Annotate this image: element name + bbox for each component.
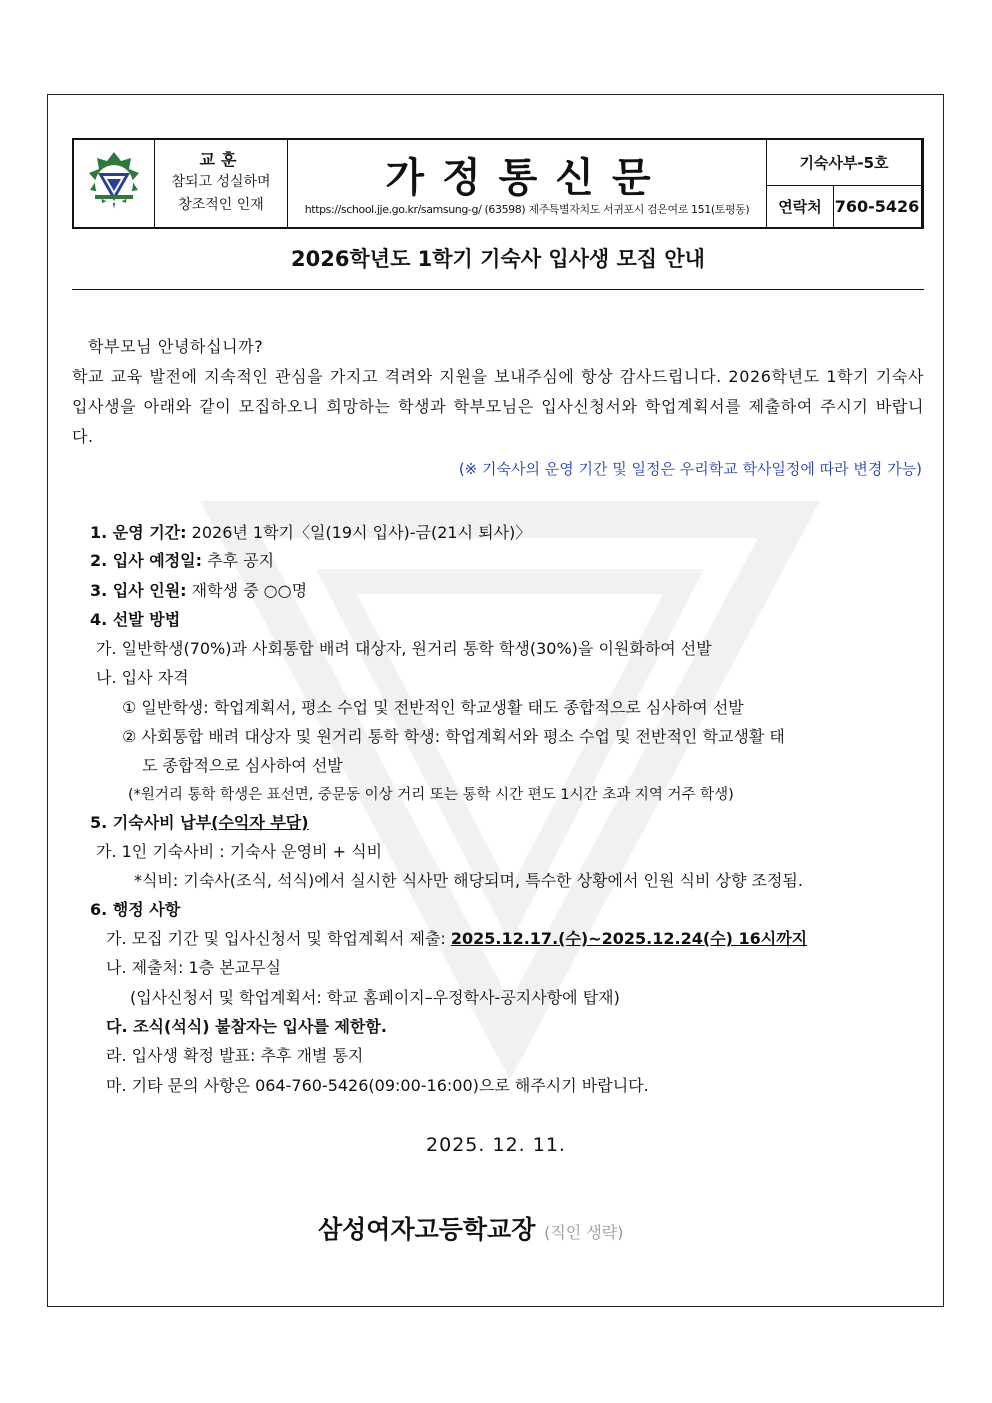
item-4-na: 나. 입사 자격 [96, 668, 189, 687]
item-4-label: 4. 선발 방법 [90, 610, 181, 629]
item-1-label: 1. 운영 기간: [90, 523, 187, 542]
item-5-label-underlined: (수익자 부담) [211, 813, 309, 832]
logo-cell [74, 140, 155, 227]
item-2 [90, 547, 274, 575]
intro-paragraph [72, 332, 924, 452]
item-5-label: 5. 기숙사비 납부 [90, 813, 212, 832]
motto-heading: 교훈 [199, 150, 243, 169]
info-cell [767, 140, 922, 227]
item-3 [90, 577, 307, 605]
item-6-ra: 라. 입사생 확정 발표: 추후 개별 통지 [106, 1046, 364, 1065]
item-6-da: 다. 조식(석식) 불참자는 입사를 제한함. [106, 1017, 387, 1036]
item-6-label: 6. 행정 사항 [90, 900, 181, 919]
item-6-ga-text: 가. 모집 기간 및 입사신청서 및 학업계획서 제출: [106, 929, 451, 948]
principal-title: 삼성여자고등학교장 [318, 1215, 536, 1244]
item-1-text: 2026년 1학기〈일(19시 입사)-금(21시 퇴사)〉 [186, 523, 532, 542]
contact-number: 760-5426 [834, 196, 920, 216]
document-title: 2026학년도 1학기 기숙사 입사생 모집 안내 [291, 247, 705, 271]
school-url-address: https://school.jje.go.kr/samsung-g/ (63598) 제주특별자치도 서귀포시 검은여로 151(토평동) [304, 203, 750, 216]
item-6-ga [106, 925, 807, 953]
title-cell [288, 140, 767, 227]
item-4-ga: 가. 일반학생(70%)과 사회통합 배려 대상자, 원거리 통학 학생(30%)을 이원화하여 선발 [96, 639, 712, 658]
newsletter-title: 가정통신문 [385, 155, 669, 201]
item-4-na-2b: 도 종합적으로 심사하여 선발 [142, 756, 343, 775]
contact-label: 연락처 [767, 185, 834, 227]
item-2-label: 2. 입사 예정일: [90, 551, 203, 570]
item-6-na-note: (입사신청서 및 학업계획서: 학교 홈페이지–우정학사-공지사항에 탑재) [130, 988, 620, 1007]
document-number: 기숙사부-5호 [767, 140, 921, 186]
seal-omitted-note: (직인 생략) [544, 1223, 624, 1242]
item-6-na: 나. 제출처: 1층 본교무실 [106, 958, 282, 977]
school-emblem-icon [83, 149, 145, 219]
motto-line-2: 창조적인 인재 [178, 197, 264, 213]
item-4-na-2a: ② 사회통합 배려 대상자 및 원거리 통학 학생: 학업계획서와 평소 수업 및 전반적인 학교생활 태 [122, 727, 785, 746]
intro-body-text: 학교 교육 발전에 지속적인 관심을 가지고 격려와 지원을 보내주심에 항상 감사드립니다. 2026학년도 1학기 기숙사 입사생을 아래와 같이 모집하오니 희망하는 학생과 학부모님은 입사신청서와 학업계획서를 제출하여 주시기 바랍니다. [72, 367, 924, 446]
item-5-note: *식비: 기숙사(조식, 석식)에서 실시한 식사만 해당되며, 특수한 상황에서 인원 식비 상향 조정됨. [134, 871, 803, 890]
title-divider [72, 289, 924, 290]
item-6-ma: 마. 기타 문의 사항은 064-760-5426(09:00-16:00)으로 해주시기 바랍니다. [106, 1076, 649, 1095]
item-4-note: (*원거리 통학 학생은 표선면, 중문동 이상 거리 또는 통학 시간 편도 1시간 초과 지역 거주 학생) [128, 787, 734, 803]
item-3-text: 재학생 중 ○○명 [186, 581, 308, 600]
greeting-text: 학부모님 안녕하십니까? [88, 337, 264, 356]
application-period: 2025.12.17.(수)~2025.12.24(수) 16시까지 [450, 929, 808, 948]
item-4-na-1: ① 일반학생: 학업계획서, 평소 수업 및 전반적인 학교생활 태도 종합적으로 심사하여 선발 [122, 698, 744, 717]
item-2-text: 추후 공지 [202, 551, 275, 570]
item-5 [90, 809, 309, 837]
motto-cell [155, 140, 288, 227]
item-3-label: 3. 입사 인원: [90, 581, 187, 600]
item-1 [90, 519, 531, 547]
item-5-ga: 가. 1인 기숙사비 : 기숙사 운영비 + 식비 [96, 842, 383, 861]
motto-line-1: 참되고 성실하며 [171, 174, 271, 190]
signature [318, 1210, 623, 1246]
issue-date: 2025. 12. 11. [426, 1134, 566, 1156]
schedule-change-note: (※ 기숙사의 운영 기간 및 일정은 우리학교 학사일정에 따라 변경 가능) [458, 460, 922, 478]
letterhead-table [72, 138, 924, 229]
